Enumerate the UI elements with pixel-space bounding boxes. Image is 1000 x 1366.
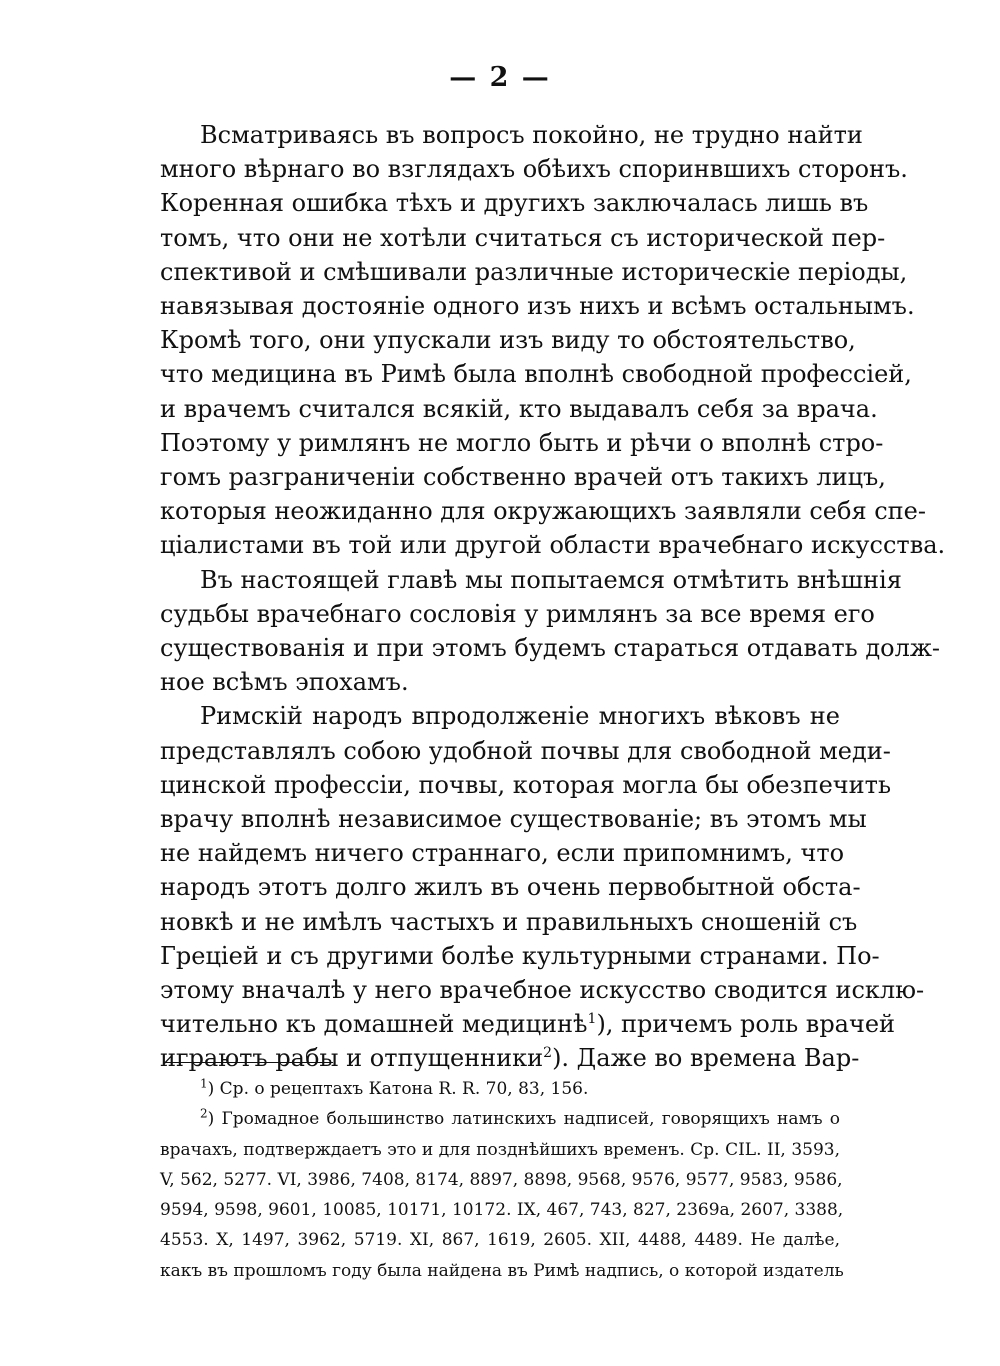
footnote-divider	[165, 1062, 333, 1063]
text-line: Всматриваясь въ вопросъ покойно, не трудно найти	[200, 121, 863, 149]
text-line	[160, 1041, 860, 1075]
text-line: спективой и смѣшивали различные историческіе періоды,	[160, 257, 908, 286]
footnote-1	[160, 1074, 840, 1104]
text-line: этому вначалѣ у него врачебное искусство сводится исклю-	[160, 976, 925, 1005]
footnote-text: ) Громадное большинство латинскихъ надписей, говорящихъ намъ о	[207, 1109, 840, 1130]
text-line: представлялъ собою удобной почвы для свободной меди-	[160, 736, 891, 765]
footnote-line: врачахъ, подтверждаетъ это и для позднѣйшихъ временъ. Ср. CIL. II, 3593,	[160, 1139, 840, 1160]
text-fragment: ), причемъ роль врачей	[596, 1010, 896, 1039]
footnote-line: 4553. X, 1497, 3962, 5719. XI, 867, 1619, 2605. XII, 4488, 4489. Не далѣе,	[160, 1230, 840, 1251]
text-line: существованія и при этомъ будемъ стараться отдавать долж-	[160, 634, 940, 663]
text-line: гомъ разграниченіи собственно врачей отъ такихъ лицъ,	[160, 463, 886, 492]
footnote-text: ) Ср. о рецептахъ Катона R. R. 70, 83, 156.	[207, 1079, 589, 1099]
footnote-line: 9594, 9598, 9601, 10085, 10171, 10172. IX, 467, 743, 827, 2369a, 2607, 3388,	[160, 1200, 844, 1221]
text-line: ное всѣмъ эпохамъ.	[160, 668, 409, 697]
text-line: навязывая достояніе одного изъ нихъ и всѣмъ остальнымъ.	[160, 292, 915, 321]
footnote-2	[160, 1104, 840, 1134]
footnote-mark: 1	[200, 1076, 208, 1091]
text-line: что медицина въ Римѣ была вполнѣ свободной профессіей,	[160, 360, 912, 389]
text-line: и врачемъ считался всякій, кто выдавалъ себя за врача.	[160, 394, 878, 423]
text-line: народъ этотъ долго жилъ въ очень первобытной обста-	[160, 873, 861, 902]
text-line: новкѣ и не имѣлъ частыхъ и правильныхъ сношеній съ	[160, 907, 858, 936]
footnote-ref-2: 2	[543, 1045, 553, 1062]
text-line: томъ, что они не хотѣли считаться съ исторической пер-	[160, 223, 886, 252]
footnotes	[160, 1074, 844, 1286]
text-line: судьбы врачебнаго сословія у римлянъ за все время его	[160, 599, 875, 628]
footnote-mark: 2	[200, 1106, 208, 1121]
text-line: цинской профессіи, почвы, которая могла бы обезпечить	[160, 770, 892, 799]
text-fragment: чительно къ домашней медицинѣ	[160, 1010, 588, 1039]
text-fragment: играютъ рабы и отпущенники	[160, 1044, 544, 1073]
page-number: — 2 —	[449, 62, 551, 93]
text-line: Кромѣ того, они упускали изъ виду то обстоятельство,	[160, 326, 856, 355]
text-line: врачу вполнѣ независимое существованіе; въ этомъ мы	[160, 805, 867, 834]
text-line: Въ настоящей главѣ мы попытаемся отмѣтить внѣшнія	[200, 565, 902, 594]
text-line	[160, 1007, 896, 1041]
text-line: много вѣрнаго во взглядахъ обѣихъ споринвшихъ сторонъ.	[160, 155, 908, 184]
text-line: не найдемъ ничего страннаго, если припомнимъ, что	[160, 839, 845, 868]
text-line: Поэтому у римлянъ не могло быть и рѣчи о вполнѣ стро-	[160, 428, 884, 457]
body-text	[160, 118, 946, 1076]
footnote-ref-1: 1	[587, 1011, 597, 1028]
text-line: ціалистами въ той или другой области врачебнаго искусства.	[160, 531, 946, 560]
text-fragment: ). Даже во времена Вар-	[552, 1044, 860, 1073]
text-line: которыя неожиданно для окружающихъ заявляли себя спе-	[160, 497, 926, 526]
text-line: Греціей и съ другими болѣе культурными странами. По-	[160, 941, 880, 970]
footnote-line: какъ въ прошломъ году была найдена въ Римѣ надпись, о которой издатель	[160, 1260, 844, 1281]
footnote-line: V, 562, 5277. VI, 3986, 7408, 8174, 8897, 8898, 9568, 9576, 9577, 9583, 9586,	[160, 1169, 843, 1190]
text-line: Коренная ошибка тѣхъ и другихъ заключалась лишь въ	[160, 189, 869, 218]
text-line: Римскій народъ впродолженіе многихъ вѣковъ не	[200, 702, 840, 731]
